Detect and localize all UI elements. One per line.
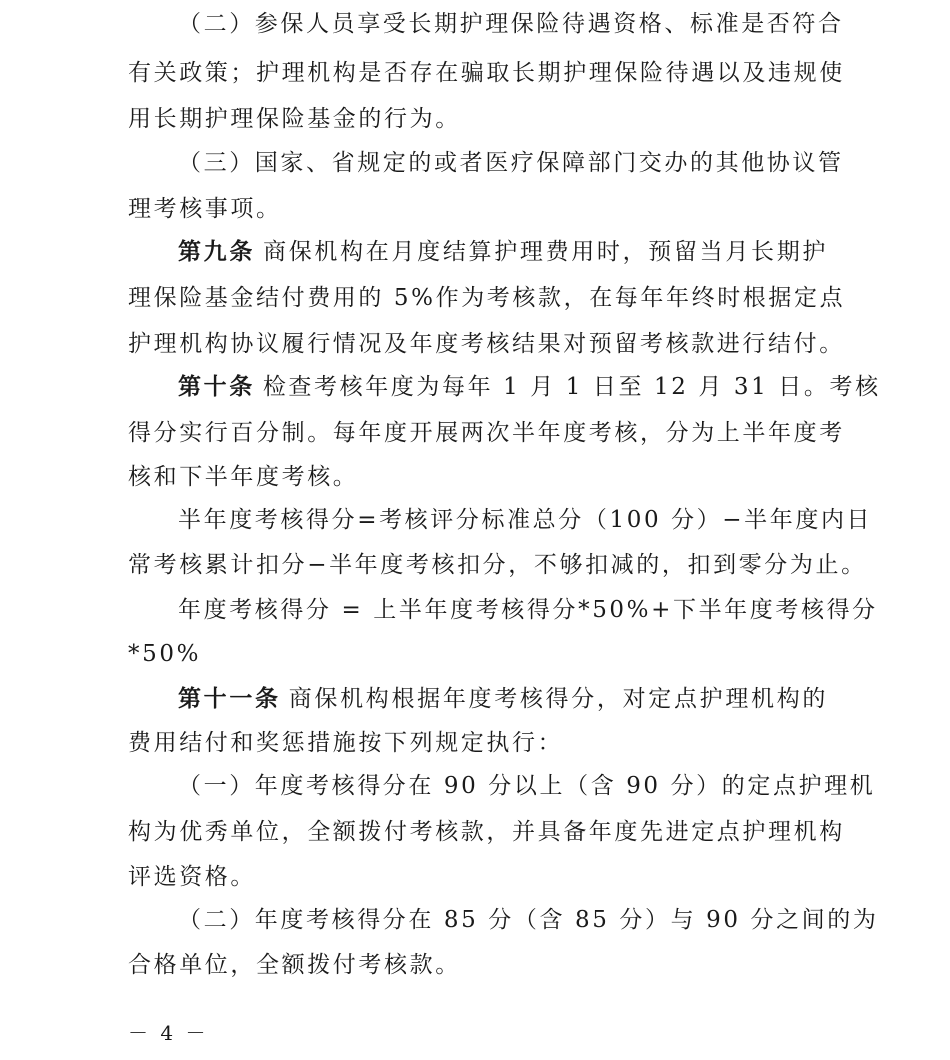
article-9-line-3: 护理机构协议履行情况及年度考核结果对预留考核款进行结付。 [128, 331, 845, 357]
paragraph-2-line-2: 理考核事项。 [128, 196, 282, 222]
article-11-heading: 第十一条 [178, 686, 281, 712]
article-11-line-1 [178, 679, 828, 719]
article-10-line-1 [178, 367, 881, 407]
article-9-line-1 [178, 232, 828, 272]
paragraph-2-line-1: （三）国家、省规定的或者医疗保障部门交办的其他协议管 [178, 150, 844, 176]
paragraph-1-line-2: 有关政策；护理机构是否存在骗取长期护理保险待遇以及违规使 [128, 60, 845, 86]
article-9-heading: 第九条 [178, 239, 256, 265]
paragraph-1-line-3: 用长期护理保险基金的行为。 [128, 106, 461, 132]
annual-formula-line-2: *50% [128, 641, 202, 667]
semiannual-formula-line-1: 半年度考核得分=考核评分标准总分（100 分）−半年度内日 [178, 507, 873, 533]
item-2-line-2: 合格单位，全额拨付考核款。 [128, 952, 461, 978]
item-1-line-2: 构为优秀单位，全额拨付考核款，并具备年度先进定点护理机构 [128, 819, 845, 845]
article-11-text: 商保机构根据年度考核得分，对定点护理机构的 [288, 686, 828, 712]
page-number: － 4 － [128, 1021, 209, 1045]
item-1-line-3: 评选资格。 [128, 864, 256, 890]
semiannual-formula-line-2: 常考核累计扣分−半年度考核扣分，不够扣减的，扣到零分为止。 [128, 552, 867, 578]
annual-formula-line-1: 年度考核得分 = 上半年度考核得分*50%+下半年度考核得分 [178, 597, 878, 623]
article-10-line-2: 得分实行百分制。每年度开展两次半年度考核，分为上半年度考 [128, 420, 845, 446]
paragraph-1-line-1: （二）参保人员享受长期护理保险待遇资格、标准是否符合 [178, 11, 844, 37]
article-9-line-2: 理保险基金结付费用的 5%作为考核款，在每年年终时根据定点 [128, 285, 846, 311]
article-10-text: 检查考核年度为每年 1 月 1 日至 12 月 31 日。考核 [262, 374, 881, 400]
item-2-line-1: （二）年度考核得分在 85 分（含 85 分）与 90 分之间的为 [178, 907, 879, 933]
article-10-line-3: 核和下半年度考核。 [128, 464, 359, 490]
article-11-line-2: 费用结付和奖惩措施按下列规定执行： [128, 730, 564, 756]
article-9-text: 商保机构在月度结算护理费用时，预留当月长期护 [263, 239, 828, 265]
article-10-heading: 第十条 [178, 374, 255, 400]
item-1-line-1: （一）年度考核得分在 90 分以上（含 90 分）的定点护理机 [178, 773, 876, 799]
